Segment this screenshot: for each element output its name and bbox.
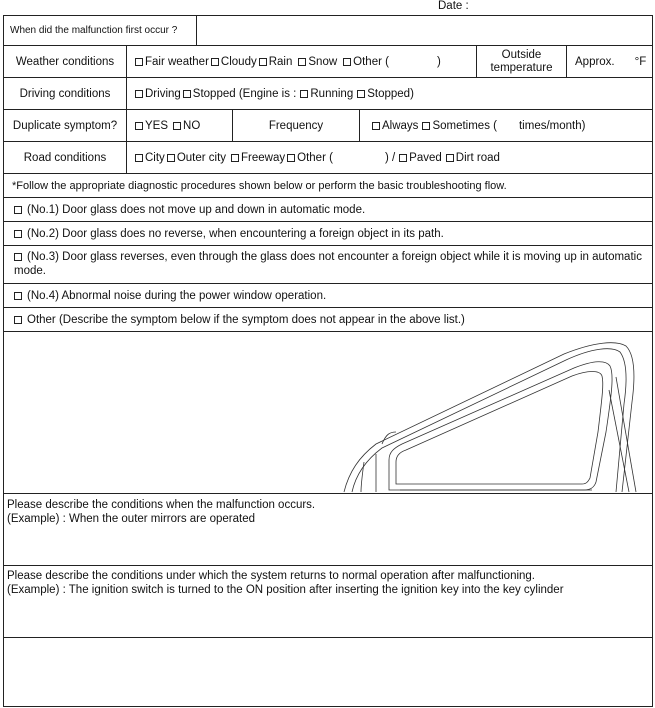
road-label: Road conditions bbox=[23, 151, 107, 164]
instructions-row bbox=[4, 174, 652, 198]
symptom-row-4 bbox=[4, 284, 652, 308]
symptom-2-label: (No.2) Door glass does no reverse, when encountering a foreign object in its path. bbox=[27, 227, 444, 240]
stopped-engine-checkbox[interactable] bbox=[183, 90, 191, 98]
conditions-occur-text: Please describe the conditions when the malfunction occurs. (Example) : When the outer mirrors are operated bbox=[7, 499, 316, 525]
conditions-normal-text: Please describe the conditions under which the system returns to normal operation after malfunctioning. (Example) : The ignition switch is turned to the ON position after inserting the ignition key into the key cylinder bbox=[7, 570, 564, 596]
paved-label: Paved bbox=[409, 151, 442, 164]
no-label: NO bbox=[183, 119, 201, 132]
road-row bbox=[4, 142, 652, 174]
weather-options bbox=[126, 46, 476, 77]
cloudy-label: Cloudy bbox=[220, 55, 257, 68]
driving-label: Driving conditions bbox=[19, 87, 111, 100]
other-weather-close: ) bbox=[436, 55, 441, 68]
fair-weather-checkbox[interactable] bbox=[135, 58, 143, 66]
weather-label: Weather conditions bbox=[15, 55, 115, 68]
road-separator: ) / bbox=[384, 151, 396, 164]
freeway-label: Freeway bbox=[241, 151, 286, 164]
running-checkbox[interactable] bbox=[300, 90, 308, 98]
stopped-checkbox[interactable] bbox=[357, 90, 365, 98]
other-road-label: Other ( bbox=[297, 151, 333, 164]
symptom-4-label: (No.4) Abnormal noise during the power window operation. bbox=[27, 289, 327, 302]
instructions-text: *Follow the appropriate diagnostic procedures shown below or perform the basic troubleshooting flow. bbox=[12, 179, 507, 192]
driving-row bbox=[4, 78, 652, 110]
snow-label: Snow bbox=[308, 55, 338, 68]
times-month-label: times/month) bbox=[518, 119, 586, 132]
symptom-row-3 bbox=[4, 246, 652, 284]
date-label: Date : bbox=[438, 0, 469, 12]
first-occur-input[interactable] bbox=[197, 16, 652, 45]
stopped-engine-label: Stopped (Engine is : bbox=[192, 87, 297, 100]
outer-city-label: Outer city bbox=[176, 151, 227, 164]
city-checkbox[interactable] bbox=[135, 154, 143, 162]
sometimes-checkbox[interactable] bbox=[422, 122, 430, 130]
driving-option-label: Driving bbox=[145, 87, 181, 100]
yes-checkbox[interactable] bbox=[135, 122, 143, 130]
approx-cell[interactable] bbox=[566, 46, 652, 77]
road-options bbox=[126, 142, 652, 173]
other-road-checkbox[interactable] bbox=[287, 154, 295, 162]
sometimes-label: Sometimes ( bbox=[432, 119, 497, 132]
first-occur-row bbox=[4, 16, 652, 46]
snow-checkbox[interactable] bbox=[298, 58, 306, 66]
paved-checkbox[interactable] bbox=[399, 154, 407, 162]
outer-city-checkbox[interactable] bbox=[167, 154, 175, 162]
door-illustration-area bbox=[4, 332, 652, 494]
frequency-options bbox=[359, 110, 652, 141]
yes-no-options bbox=[126, 110, 232, 141]
running-label: Running bbox=[310, 87, 354, 100]
symptom-row-2 bbox=[4, 222, 652, 246]
symptom-3-label: (No.3) Door glass reverses, even through the glass does not encounter a foreign object while it is moving up in automatic mode. bbox=[14, 251, 642, 277]
driving-options bbox=[126, 78, 652, 109]
temp-unit: °F bbox=[634, 55, 647, 68]
conditions-occur-box[interactable] bbox=[4, 494, 652, 566]
driving-checkbox[interactable] bbox=[135, 90, 143, 98]
notes-box[interactable] bbox=[4, 638, 652, 706]
frequency-label: Frequency bbox=[232, 110, 359, 141]
symptom-1-checkbox[interactable] bbox=[14, 206, 22, 214]
other-weather-checkbox[interactable] bbox=[343, 58, 351, 66]
symptom-other-label: Other (Describe the symptom below if the symptom does not appear in the above list.) bbox=[27, 313, 465, 326]
rain-checkbox[interactable] bbox=[259, 58, 267, 66]
always-label: Always bbox=[382, 119, 419, 132]
symptom-4-checkbox[interactable] bbox=[14, 292, 22, 300]
symptom-row-1 bbox=[4, 198, 652, 222]
conditions-normal-box[interactable] bbox=[4, 566, 652, 638]
cloudy-checkbox[interactable] bbox=[211, 58, 219, 66]
duplicate-label: Duplicate symptom? bbox=[12, 119, 118, 132]
malfunction-form bbox=[3, 15, 653, 707]
other-weather-label: Other ( bbox=[353, 55, 389, 68]
outside-temp-label: Outside temperature bbox=[476, 46, 566, 77]
symptom-1-label: (No.1) Door glass does not move up and down in automatic mode. bbox=[27, 203, 366, 216]
yes-label: YES bbox=[145, 119, 169, 132]
first-occur-label: When did the malfunction first occur ? bbox=[4, 16, 197, 45]
always-checkbox[interactable] bbox=[372, 122, 380, 130]
dirt-road-checkbox[interactable] bbox=[446, 154, 454, 162]
duplicate-row bbox=[4, 110, 652, 142]
dirt-road-label: Dirt road bbox=[455, 151, 500, 164]
rain-label: Rain bbox=[268, 55, 293, 68]
symptom-other-checkbox[interactable] bbox=[14, 316, 22, 324]
car-door-illustration bbox=[4, 332, 652, 494]
freeway-checkbox[interactable] bbox=[231, 154, 239, 162]
city-label: City bbox=[145, 151, 165, 164]
symptom-2-checkbox[interactable] bbox=[14, 230, 22, 238]
stopped-label: Stopped) bbox=[367, 87, 414, 100]
symptom-3-checkbox[interactable] bbox=[14, 253, 22, 261]
fair-weather-label: Fair weather bbox=[145, 55, 209, 68]
approx-label: Approx. bbox=[575, 55, 615, 68]
no-checkbox[interactable] bbox=[173, 122, 181, 130]
symptom-row-other bbox=[4, 308, 652, 332]
weather-row bbox=[4, 46, 652, 78]
